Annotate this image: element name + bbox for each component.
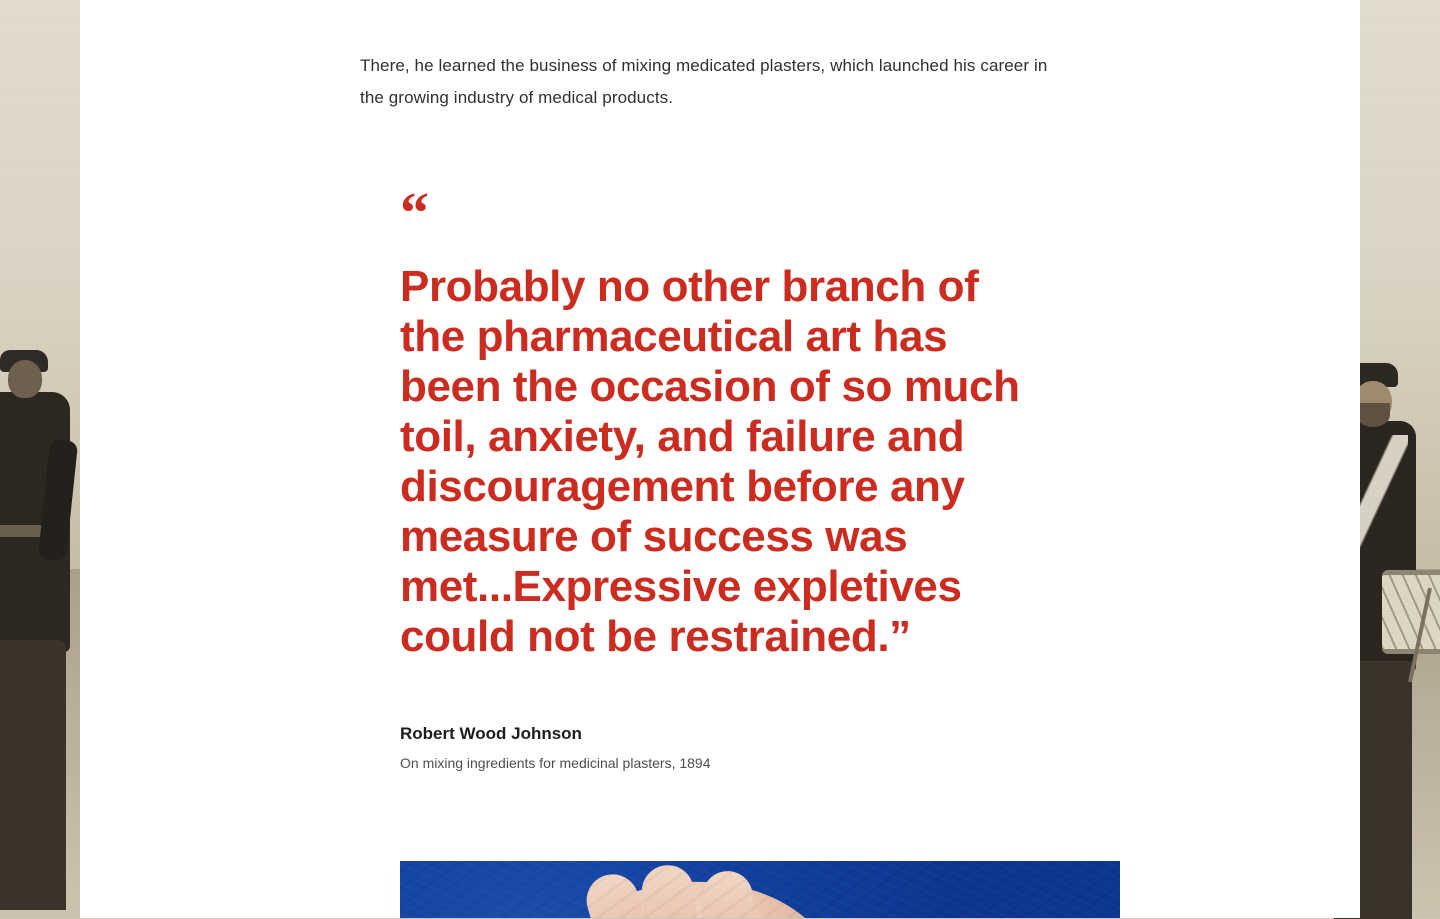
pull-quote-text: Probably no other branch of the pharmaceutical art has been the occasion of so much toil, anxiety, and failure and discouragement before any measure of success was met...Expressive expletives could not be restrained.” [400, 262, 1020, 661]
article-figure-image [400, 861, 1120, 918]
figure-texture-overlay [400, 861, 1120, 918]
pull-quote-source: On mixing ingredients for medicinal plasters, 1894 [400, 755, 711, 771]
article-paragraph: There, he learned the business of mixing medicated plasters, which launched his career in the growing industry of medical products. [360, 56, 1048, 107]
quote-open-mark-icon: “ [400, 180, 427, 245]
article-sheet [80, 0, 1360, 918]
article-content-column [360, 0, 1080, 918]
pull-quote-author: Robert Wood Johnson [400, 724, 582, 743]
pull-quote [400, 180, 1040, 771]
